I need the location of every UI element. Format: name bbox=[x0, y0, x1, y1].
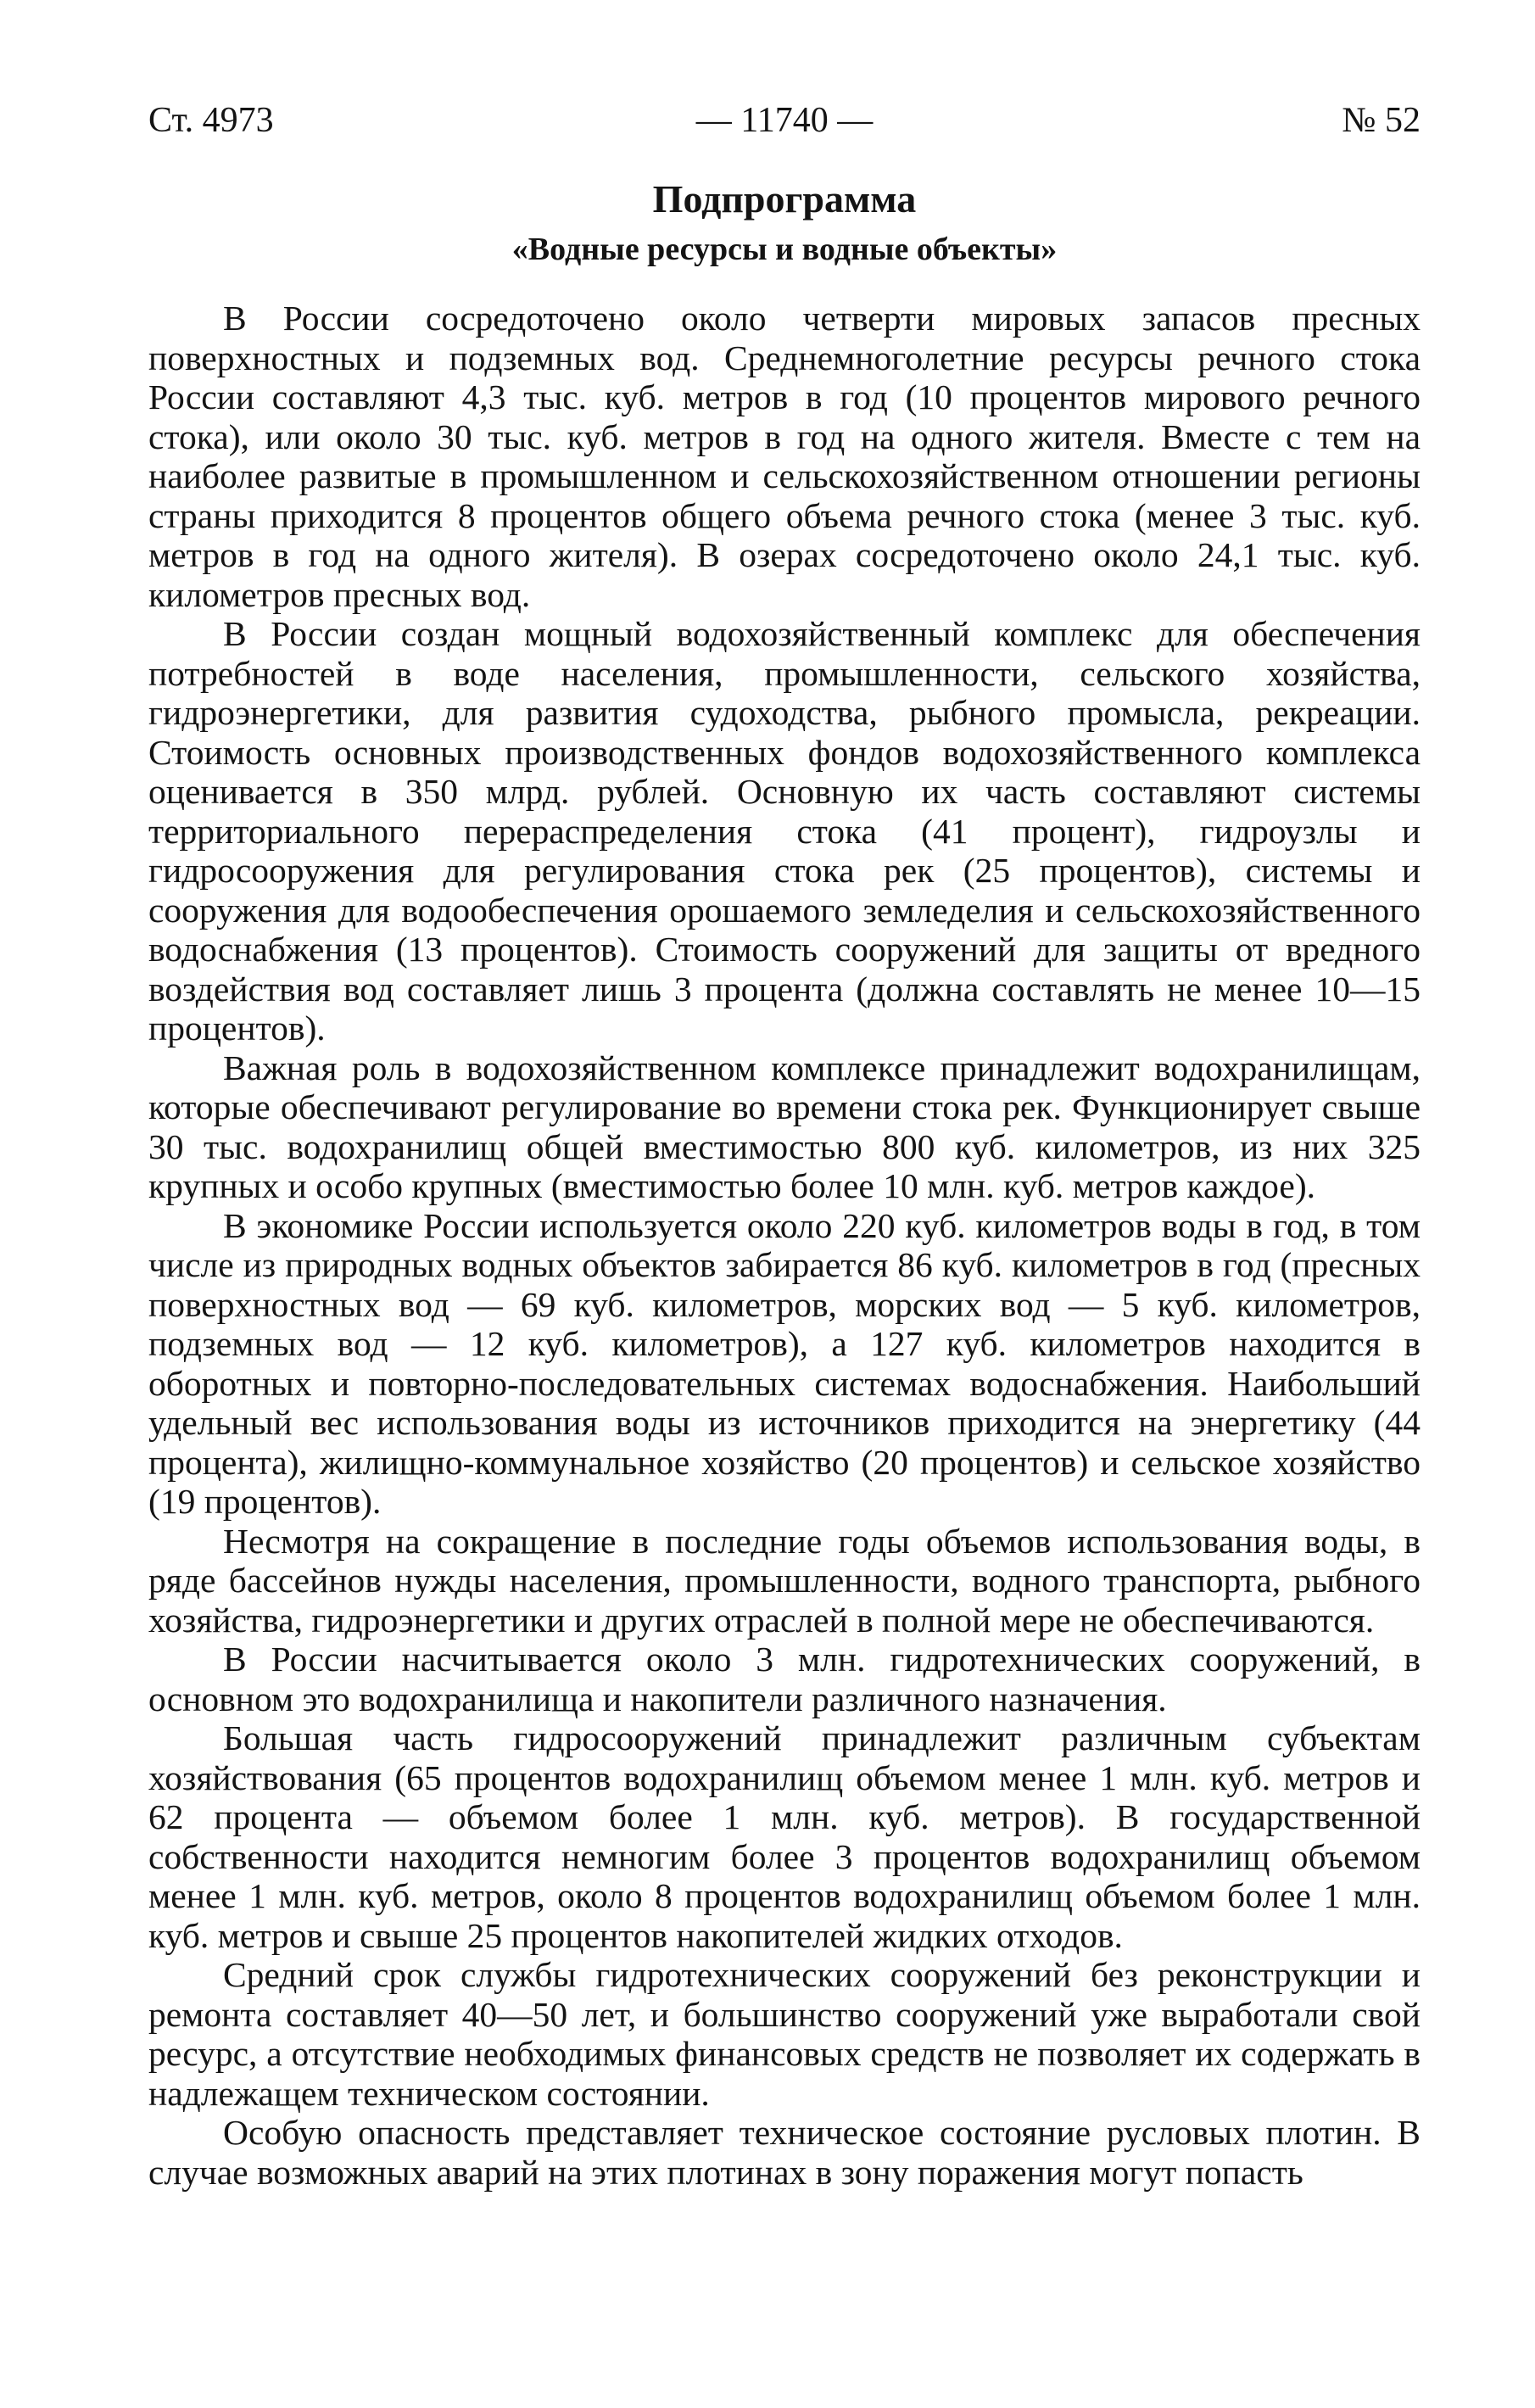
paragraph: Большая часть гидросооружений принадлежит различным субъектам хозяйствования (65 процентов водохранилищ объемом менее 1 млн. куб. метров и 62 процента — объемом более 1 млн. куб. метров). В государственной собственности находится немногим более 3 процентов водохранилищ объемом менее 1 млн. куб. метров, около 8 процентов водохранилищ объемом более 1 млн. куб. метров и свыше 25 процентов накопителей жидких отходов. bbox=[148, 1718, 1421, 1955]
issue-number: № 52 bbox=[1342, 101, 1421, 140]
paragraph: Важная роль в водохозяйственном комплексе принадлежит водохранилищам, которые обеспечивают регулирование во времени стока рек. Функционирует свыше 30 тыс. водохранилищ общей вместимостью 800 куб. километров, из них 325 крупных и особо крупных (вместимостью более 10 млн. куб. метров каждое). bbox=[148, 1048, 1421, 1205]
paragraph: В России насчитывается около 3 млн. гидротехнических сооружений, в основном это водохранилища и накопители различного назначения. bbox=[148, 1640, 1421, 1718]
page-number: — 11740 — bbox=[695, 101, 874, 140]
paragraph: В экономике России используется около 220 куб. километров воды в год, в том числе из природных водных объектов забирается 86 куб. километров в год (пресных поверхностных вод — 69 куб. километров, морских вод — 5 куб. километров, подземных вод — 12 куб. километров), а 127 куб. километров находится в оборотных и повторно-последовательных системах водоснабжения. Наибольший удельный вес использования воды из источников приходится на энергетику (44 процента), жилищно-коммунальное хозяйство (20 процентов) и сельское хозяйство (19 процентов). bbox=[148, 1205, 1421, 1521]
body-text bbox=[148, 299, 1421, 2192]
paragraph: В России сосредоточено около четверти мировых запасов пресных поверхностных и подземных вод. Среднемноголетние ресурсы речного стока России составляют 4,3 тыс. куб. метров в год (10 процентов мирового речного стока), или около 30 тыс. куб. метров в год на одного жителя. Вместе с тем на наиболее развитые в промышленном и сельскохозяйственном отношении регионы страны приходится 8 процентов общего объема речного стока (менее 3 тыс. куб. метров в год на одного жителя). В озерах сосредоточено около 24,1 тыс. куб. километров пресных вод. bbox=[148, 299, 1421, 614]
section-subtitle: «Водные ресурсы и водные объекты» bbox=[511, 232, 1058, 267]
paragraph: Несмотря на сокращение в последние годы объемов использования воды, в ряде бассейнов нужды населения, промышленности, водного транспорта, рыбного хозяйства, гидроэнергетики и других отраслей в полной мере не обеспечиваются. bbox=[148, 1521, 1421, 1640]
paragraph: В России создан мощный водохозяйственный комплекс для обеспечения потребностей в воде населения, промышленности, сельского хозяйства, гидроэнергетики, для развития судоходства, рыбного промысла, рекреации. Стоимость основных производственных фондов водохозяйственного комплекса оценивается в 350 млрд. рублей. Основную их часть составляют системы территориального перераспределения стока (41 процент), гидроузлы и гидросооружения для регулирования стока рек (25 процентов), системы и сооружения для водообеспечения орошаемого земледелия и сельскохозяйственного водоснабжения (13 процентов). Стоимость сооружений для защиты от вредного воздействия вод составляет лишь 3 процента (должна составлять не менее 10—15 процентов). bbox=[148, 614, 1421, 1048]
paragraph: Особую опасность представляет техническое состояние русловых плотин. В случае возможных аварий на этих плотинах в зону поражения могут попасть bbox=[148, 2113, 1421, 2192]
section-title: Подпрограмма bbox=[652, 177, 917, 221]
article-number: Ст. 4973 bbox=[148, 101, 274, 140]
page-header bbox=[148, 95, 1421, 146]
paragraph: Средний срок службы гидротехнических сооружений без реконструкции и ремонта составляет 40—50 лет, и большинство сооружений уже выработали свой ресурс, а отсутствие необходимых финансовых средств не позволяет их содержать в надлежащем техническом состоянии. bbox=[148, 1955, 1421, 2113]
